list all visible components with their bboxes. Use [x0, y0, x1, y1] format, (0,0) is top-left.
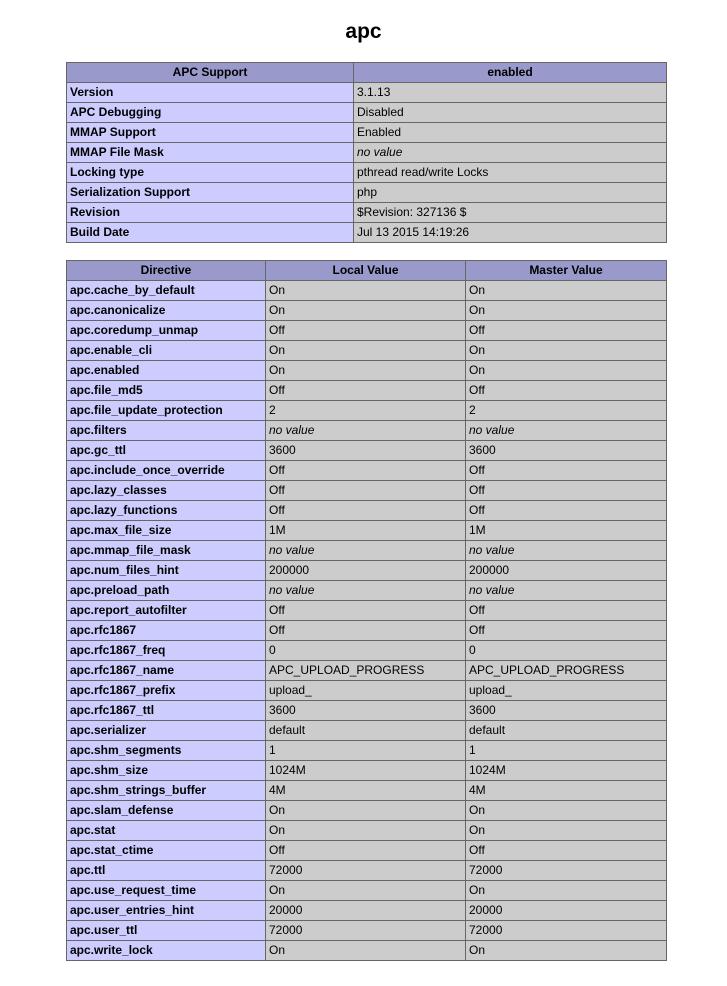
local-value-column-header: Local Value: [266, 261, 466, 281]
directive-row: [67, 821, 667, 841]
support-row: [67, 163, 667, 183]
directive-local-value: Off: [266, 841, 466, 861]
support-row: [67, 123, 667, 143]
directive-local-value: On: [266, 941, 466, 961]
directive-name: apc.enabled: [67, 361, 266, 381]
directive-local-value: 3600: [266, 441, 466, 461]
directive-name: apc.canonicalize: [67, 301, 266, 321]
directive-row: [67, 321, 667, 341]
support-row: [67, 223, 667, 243]
directive-local-value: upload_: [266, 681, 466, 701]
directive-master-value: 4M: [466, 781, 667, 801]
directive-local-value: APC_UPLOAD_PROGRESS: [266, 661, 466, 681]
directive-local-value: 200000: [266, 561, 466, 581]
support-row-value: php: [354, 183, 667, 203]
directive-row: [67, 441, 667, 461]
directive-name: apc.serializer: [67, 721, 266, 741]
directive-row: [67, 721, 667, 741]
directive-row: [67, 641, 667, 661]
directive-row: [67, 541, 667, 561]
support-row: [67, 203, 667, 223]
directive-local-value: 3600: [266, 701, 466, 721]
support-row-label: Revision: [67, 203, 354, 223]
directive-master-value: 72000: [466, 861, 667, 881]
directive-master-value: Off: [466, 841, 667, 861]
directive-name: apc.gc_ttl: [67, 441, 266, 461]
directive-header-row: [67, 261, 667, 281]
directive-master-value: On: [466, 801, 667, 821]
directive-local-value: Off: [266, 321, 466, 341]
directive-local-value: 2: [266, 401, 466, 421]
directive-master-value: Off: [466, 621, 667, 641]
page-title: apc: [345, 20, 382, 43]
directive-row: [67, 601, 667, 621]
directive-master-value: 20000: [466, 901, 667, 921]
directive-name: apc.coredump_unmap: [67, 321, 266, 341]
directive-row: [67, 681, 667, 701]
directive-master-value: 3600: [466, 701, 667, 721]
directive-master-value: 1: [466, 741, 667, 761]
support-row-value: no value: [354, 143, 667, 163]
directive-column-header: Directive: [67, 261, 266, 281]
directive-row: [67, 481, 667, 501]
directive-name: apc.num_files_hint: [67, 561, 266, 581]
directive-row: [67, 701, 667, 721]
support-row-value: Jul 13 2015 14:19:26: [354, 223, 667, 243]
directive-local-value: Off: [266, 501, 466, 521]
directive-master-value: 1M: [466, 521, 667, 541]
directive-row: [67, 401, 667, 421]
directive-local-value: On: [266, 881, 466, 901]
directive-master-value: 72000: [466, 921, 667, 941]
directive-local-value: Off: [266, 621, 466, 641]
directive-name: apc.file_md5: [67, 381, 266, 401]
directive-name: apc.user_entries_hint: [67, 901, 266, 921]
directive-name: apc.stat: [67, 821, 266, 841]
directive-name: apc.lazy_functions: [67, 501, 266, 521]
directive-master-value: On: [466, 941, 667, 961]
directive-master-value: Off: [466, 381, 667, 401]
support-row-label: Version: [67, 83, 354, 103]
directive-local-value: 72000: [266, 861, 466, 881]
directive-master-value: Off: [466, 481, 667, 501]
support-row: [67, 183, 667, 203]
directive-master-value: On: [466, 881, 667, 901]
support-row-value: $Revision: 327136 $: [354, 203, 667, 223]
directive-master-value: On: [466, 821, 667, 841]
directive-local-value: 1: [266, 741, 466, 761]
directive-local-value: no value: [266, 581, 466, 601]
directive-master-value: Off: [466, 501, 667, 521]
directive-name: apc.enable_cli: [67, 341, 266, 361]
directive-name: apc.rfc1867: [67, 621, 266, 641]
directive-local-value: On: [266, 301, 466, 321]
directive-master-value: upload_: [466, 681, 667, 701]
directive-row: [67, 361, 667, 381]
directive-row: [67, 341, 667, 361]
support-row-label: MMAP File Mask: [67, 143, 354, 163]
directive-master-value: no value: [466, 421, 667, 441]
directive-local-value: default: [266, 721, 466, 741]
directive-local-value: 20000: [266, 901, 466, 921]
support-row-value: 3.1.13: [354, 83, 667, 103]
directive-local-value: Off: [266, 381, 466, 401]
directive-table: [66, 260, 667, 961]
support-row-label: MMAP Support: [67, 123, 354, 143]
directive-master-value: 200000: [466, 561, 667, 581]
directive-master-value: On: [466, 281, 667, 301]
directive-row: [67, 921, 667, 941]
directive-name: apc.user_ttl: [67, 921, 266, 941]
support-row-value: Disabled: [354, 103, 667, 123]
directive-local-value: 4M: [266, 781, 466, 801]
directive-local-value: no value: [266, 541, 466, 561]
directive-master-value: APC_UPLOAD_PROGRESS: [466, 661, 667, 681]
directive-master-value: Off: [466, 321, 667, 341]
support-row: [67, 83, 667, 103]
support-row-label: Build Date: [67, 223, 354, 243]
directive-local-value: On: [266, 341, 466, 361]
directive-master-value: 1024M: [466, 761, 667, 781]
directive-local-value: 72000: [266, 921, 466, 941]
directive-master-value: On: [466, 361, 667, 381]
directive-row: [67, 281, 667, 301]
directive-name: apc.file_update_protection: [67, 401, 266, 421]
directive-master-value: Off: [466, 461, 667, 481]
directive-name: apc.filters: [67, 421, 266, 441]
directive-row: [67, 801, 667, 821]
directive-name: apc.write_lock: [67, 941, 266, 961]
directive-name: apc.preload_path: [67, 581, 266, 601]
support-row-label: APC Debugging: [67, 103, 354, 123]
directive-master-value: 3600: [466, 441, 667, 461]
directive-row: [67, 941, 667, 961]
directive-name: apc.stat_ctime: [67, 841, 266, 861]
directive-master-value: On: [466, 341, 667, 361]
master-value-column-header: Master Value: [466, 261, 667, 281]
directive-local-value: no value: [266, 421, 466, 441]
support-row-label: Locking type: [67, 163, 354, 183]
directive-row: [67, 901, 667, 921]
directive-name: apc.shm_segments: [67, 741, 266, 761]
directive-name: apc.shm_strings_buffer: [67, 781, 266, 801]
directive-master-value: On: [466, 301, 667, 321]
directive-local-value: Off: [266, 601, 466, 621]
directive-row: [67, 881, 667, 901]
support-row: [67, 143, 667, 163]
directive-name: apc.report_autofilter: [67, 601, 266, 621]
directive-row: [67, 501, 667, 521]
directive-row: [67, 861, 667, 881]
directive-local-value: Off: [266, 481, 466, 501]
directive-row: [67, 461, 667, 481]
directive-name: apc.shm_size: [67, 761, 266, 781]
directive-local-value: On: [266, 281, 466, 301]
directive-row: [67, 661, 667, 681]
directive-master-value: no value: [466, 581, 667, 601]
directive-name: apc.rfc1867_freq: [67, 641, 266, 661]
directive-row: [67, 421, 667, 441]
directive-name: apc.mmap_file_mask: [67, 541, 266, 561]
support-row-value: Enabled: [354, 123, 667, 143]
directive-local-value: 0: [266, 641, 466, 661]
directive-master-value: no value: [466, 541, 667, 561]
directive-master-value: 2: [466, 401, 667, 421]
directive-row: [67, 381, 667, 401]
support-row: [67, 103, 667, 123]
directive-local-value: 1M: [266, 521, 466, 541]
directive-row: [67, 841, 667, 861]
directive-row: [67, 741, 667, 761]
directive-name: apc.include_once_override: [67, 461, 266, 481]
directive-local-value: Off: [266, 461, 466, 481]
apc-support-table: [66, 62, 667, 243]
directive-name: apc.cache_by_default: [67, 281, 266, 301]
directive-name: apc.max_file_size: [67, 521, 266, 541]
directive-name: apc.use_request_time: [67, 881, 266, 901]
directive-local-value: On: [266, 801, 466, 821]
directive-name: apc.lazy_classes: [67, 481, 266, 501]
directive-row: [67, 581, 667, 601]
directive-row: [67, 621, 667, 641]
support-header-row: [67, 63, 667, 83]
directive-row: [67, 781, 667, 801]
directive-row: [67, 761, 667, 781]
support-header-label: APC Support: [67, 63, 354, 83]
directive-master-value: 0: [466, 641, 667, 661]
directive-name: apc.rfc1867_name: [67, 661, 266, 681]
directive-master-value: default: [466, 721, 667, 741]
directive-name: apc.slam_defense: [67, 801, 266, 821]
directive-row: [67, 521, 667, 541]
directive-local-value: 1024M: [266, 761, 466, 781]
directive-name: apc.ttl: [67, 861, 266, 881]
directive-local-value: On: [266, 361, 466, 381]
directive-master-value: Off: [466, 601, 667, 621]
support-header-value: enabled: [354, 63, 667, 83]
support-row-value: pthread read/write Locks: [354, 163, 667, 183]
directive-name: apc.rfc1867_ttl: [67, 701, 266, 721]
directive-name: apc.rfc1867_prefix: [67, 681, 266, 701]
directive-row: [67, 561, 667, 581]
directive-local-value: On: [266, 821, 466, 841]
directive-row: [67, 301, 667, 321]
support-row-label: Serialization Support: [67, 183, 354, 203]
